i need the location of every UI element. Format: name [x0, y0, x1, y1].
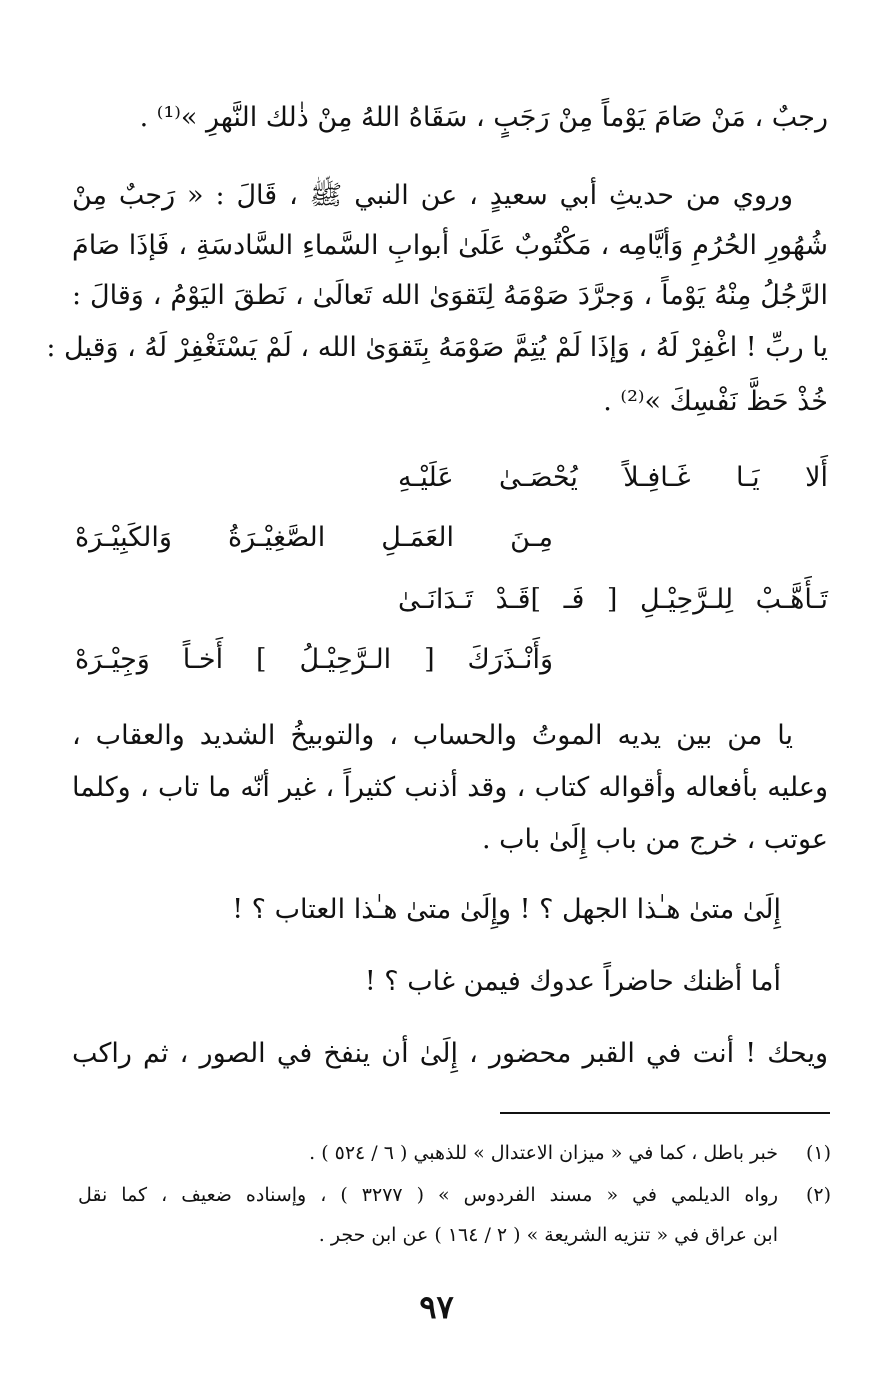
body-line: ويحك ! أنت في القبر محضور ، إِلَىٰ أن ينفخ في الصور ، ثم راكب: [72, 1038, 828, 1069]
body-line: خُذْ حَظَّ نَفْسِكَ »⁽²⁾ .: [603, 386, 828, 417]
footnote-rule: [500, 1112, 830, 1114]
footnote-text: ابن عراق في « تنزيه الشريعة » ( ٢ / ١٦٤ ) عن ابن حجر .: [318, 1224, 778, 1246]
body-line: الرَّجُلُ مِنْهُ يَوْماً ، وَجرَّدَ صَوْمَهُ لِتَقوَىٰ الله تَعالَىٰ ، نَطقَ اليَوْمُ ، وَقالَ :: [72, 280, 828, 311]
body-line: عوتب ، خرج من باب إِلَىٰ باب .: [481, 824, 828, 855]
footnote-number: (١): [805, 1142, 831, 1164]
verse-line: أَلا يَـا غَـافِـلاً يُحْصَـىٰ عَلَيْـهِ: [398, 462, 828, 493]
footnote-number: (٢): [805, 1184, 831, 1206]
verse-line: وَأَنْـذَرَكَ [ الـرَّحِيْـلُ ] أَخـاً وَجِيْـرَهْ: [75, 644, 553, 675]
body-line: رجبٌ ، مَنْ صَامَ يَوْماً مِنْ رَجَبٍ ، سَقَاهُ اللهُ مِنْ ذٰلك النَّهرِ »⁽¹⁾ .: [139, 102, 828, 133]
verse-line: تَـأَهَّـبْ لِلـرَّحِيْـلِ [ فَـ ]قَـدْ تَـدَانَـىٰ: [398, 584, 828, 615]
verse-line: مِـنَ العَمَـلِ الصَّغِيْـرَةُ وَالكَبِيْـرَهْ: [75, 522, 553, 553]
body-line: إِلَىٰ متىٰ هـٰذا الجهل ؟ ! وإِلَىٰ متىٰ هـٰذا العتاب ؟ !: [232, 894, 781, 925]
body-line: أما أظنك حاضراً عدوك فيمن غاب ؟ !: [364, 966, 781, 997]
body-line: وروي من حديثِ أبي سعيدٍ ، عن النبي ﷺ ، قَالَ : « رَجبٌ مِنْ: [72, 180, 793, 211]
footnote-text: خبر باطل ، كما في « ميزان الاعتدال » للذهبي ( ٦ / ٥٢٤ ) .: [309, 1142, 778, 1164]
footnote-text: رواه الديلمي في « مسند الفردوس » ( ٣٢٧٧ ) ، وإسناده ضعيف ، كما نقل: [78, 1184, 779, 1206]
body-line: شُهُورِ الحُرُمِ وَأيَّامِه ، مَكْتُوبٌ عَلَىٰ أبوابِ السَّماءِ السَّادسَةِ ، فَإذَا صَامَ: [72, 230, 828, 261]
body-line: يا من بين يديه الموتُ والحساب ، والتوبيخُ الشديد والعقاب ،: [72, 720, 793, 751]
page-number: ٩٧: [419, 1288, 454, 1326]
body-line: وعليه بأفعاله وأقواله كتاب ، وقد أذنب كثيراً ، غير أنّه ما تاب ، وكلما: [72, 772, 828, 803]
body-line: يا ربِّ ! اغْفِرْ لَهُ ، وَإذَا لَمْ يُتِمَّ صَوْمَهُ بِتَقوَىٰ الله ، لَمْ يَسْتَغْفِرْ لَهُ ، وَقيل :: [46, 332, 828, 363]
